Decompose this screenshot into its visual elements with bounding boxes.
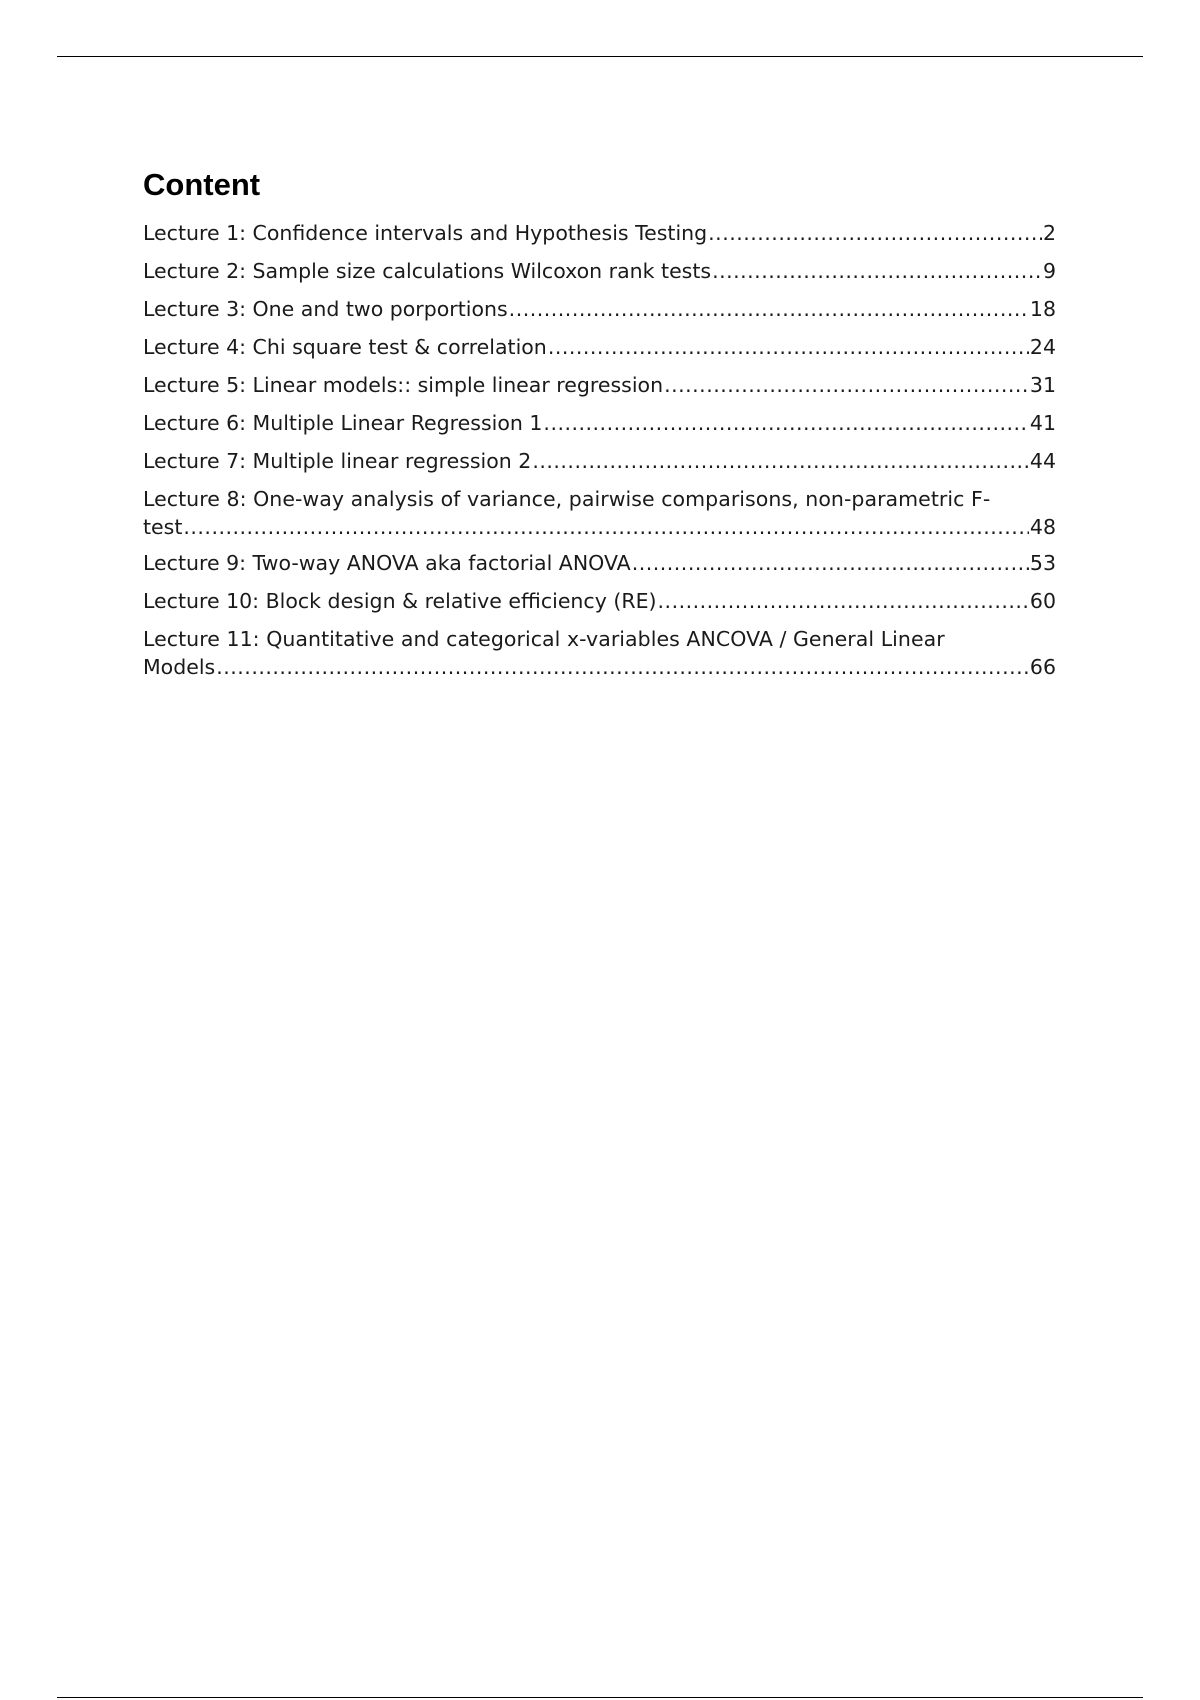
dot-leader [216,653,1029,681]
toc-entry-title: Lecture 8: One-way analysis of variance, pairwise comparisons, non-parametric F- [143,487,991,511]
dot-leader [712,257,1042,285]
toc-entry-title: Lecture 2: Sample size calculations Wilcoxon rank tests [143,259,712,283]
toc-entry-page: 9 [1042,259,1056,283]
header-rule [57,56,1143,57]
toc-entry-lecture-11[interactable] [143,625,1056,681]
toc-list [143,219,1056,681]
toc-entry-title: Lecture 1: Confidence intervals and Hypothesis Testing [143,221,708,245]
toc-entry-lecture-7[interactable] [143,447,1056,475]
toc-entry-continuation [143,513,1056,541]
toc-entry-title: Lecture 9: Two-way ANOVA aka factorial ANOVA [143,551,631,575]
toc-heading: Content [143,167,261,202]
toc-entry-lecture-4[interactable] [143,333,1056,361]
toc-entry-page: 24 [1029,335,1056,359]
toc-entry-lecture-5[interactable] [143,371,1056,399]
dot-leader [708,219,1042,247]
toc-entry-page: 41 [1029,411,1056,435]
toc-entry-page: 2 [1042,221,1056,245]
toc-entry-page: 53 [1029,551,1056,575]
dot-leader [183,513,1029,541]
toc-entry-lecture-3[interactable] [143,295,1056,323]
toc-entry-page: 60 [1029,589,1056,613]
toc-entry-title: Lecture 6: Multiple Linear Regression 1 [143,411,543,435]
table-of-contents [143,164,1056,689]
toc-entry-title: Lecture 3: One and two porportions [143,297,508,321]
toc-entry-page: 44 [1029,449,1056,473]
toc-entry-lecture-8[interactable] [143,485,1056,541]
dot-leader [509,295,1029,323]
toc-entry-lecture-9[interactable] [143,549,1056,577]
dot-leader [632,549,1029,577]
toc-entry-lecture-10[interactable] [143,587,1056,615]
dot-leader [543,409,1028,437]
toc-entry-title-continued: Models [143,655,216,679]
toc-entry-continuation [143,653,1056,681]
toc-entry-page: 18 [1029,297,1056,321]
dot-leader [658,587,1029,615]
toc-entry-page: 31 [1029,373,1056,397]
toc-entry-lecture-1[interactable] [143,219,1056,247]
toc-entry-title: Lecture 7: Multiple linear regression 2 [143,449,532,473]
toc-entry-title: Lecture 10: Block design & relative efficiency (RE) [143,589,657,613]
dot-leader [664,371,1029,399]
dot-leader [532,447,1029,475]
toc-entry-page: 48 [1029,515,1056,539]
toc-entry-page: 66 [1029,655,1056,679]
toc-entry-lecture-6[interactable] [143,409,1056,437]
toc-entry-lecture-2[interactable] [143,257,1056,285]
toc-entry-title: Lecture 4: Chi square test & correlation [143,335,547,359]
dot-leader [548,333,1029,361]
toc-entry-title: Lecture 11: Quantitative and categorical x-variables ANCOVA / General Linear [143,627,945,651]
toc-entry-title: Lecture 5: Linear models:: simple linear regression [143,373,664,397]
toc-entry-title-continued: test [143,515,183,539]
footer-rule [57,1697,1143,1698]
